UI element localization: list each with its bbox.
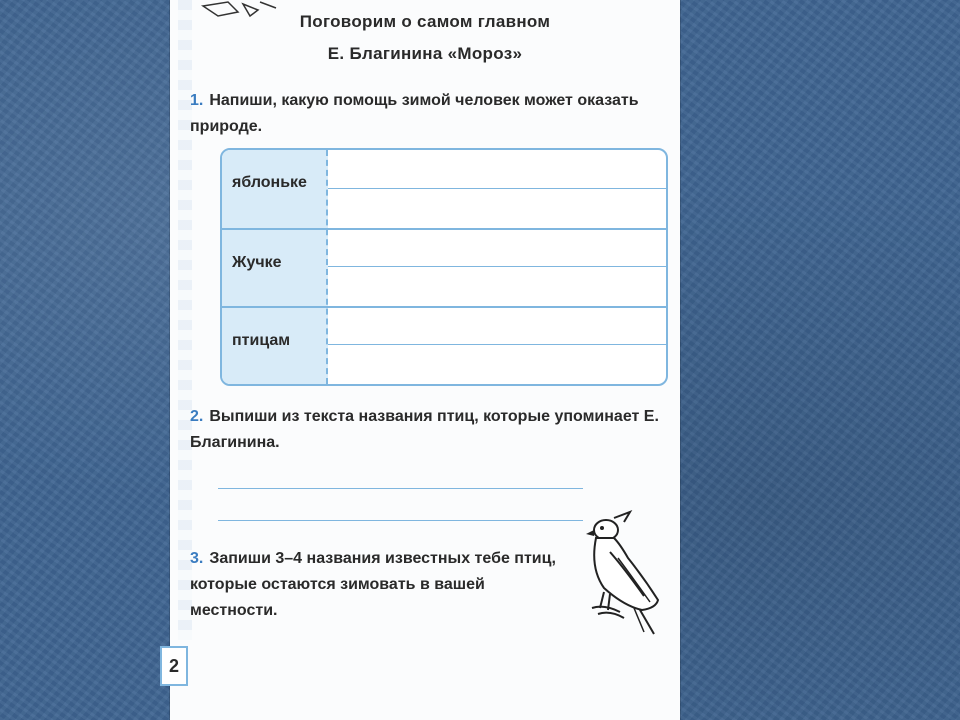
writing-line[interactable] bbox=[328, 188, 666, 189]
task-3 bbox=[190, 546, 570, 624]
task-text: Выпиши из текста названия птиц, которые упоминает Е. Благинина. bbox=[190, 408, 659, 451]
answer-line[interactable] bbox=[218, 488, 583, 489]
writing-line[interactable] bbox=[328, 344, 666, 345]
task-text: Напиши, какую помощь зимой человек может оказать природе. bbox=[190, 92, 639, 135]
task-number: 1. bbox=[190, 92, 204, 109]
task-number: 3. bbox=[190, 550, 204, 567]
table-row bbox=[222, 306, 666, 386]
page-number: 2 bbox=[160, 646, 188, 686]
task-1 bbox=[190, 88, 665, 140]
task-text: Запиши 3–4 названия известных тебе птиц, которые остаются зимовать в вашей местности. bbox=[190, 550, 556, 619]
bird-waxwing-illustration-icon bbox=[584, 508, 664, 638]
row-label: яблоньке bbox=[232, 174, 307, 191]
table-row bbox=[222, 150, 666, 228]
page-title: Поговорим о самом главном bbox=[299, 12, 551, 31]
answer-table bbox=[220, 148, 668, 386]
writing-line[interactable] bbox=[328, 266, 666, 267]
table-row bbox=[222, 228, 666, 308]
row-label: Жучке bbox=[232, 254, 282, 271]
answer-line[interactable] bbox=[218, 520, 583, 521]
task-2 bbox=[190, 404, 665, 456]
task-number: 2. bbox=[190, 408, 204, 425]
page-subtitle: Е. Благинина «Мороз» bbox=[327, 44, 523, 63]
row-label: птицам bbox=[232, 332, 291, 349]
